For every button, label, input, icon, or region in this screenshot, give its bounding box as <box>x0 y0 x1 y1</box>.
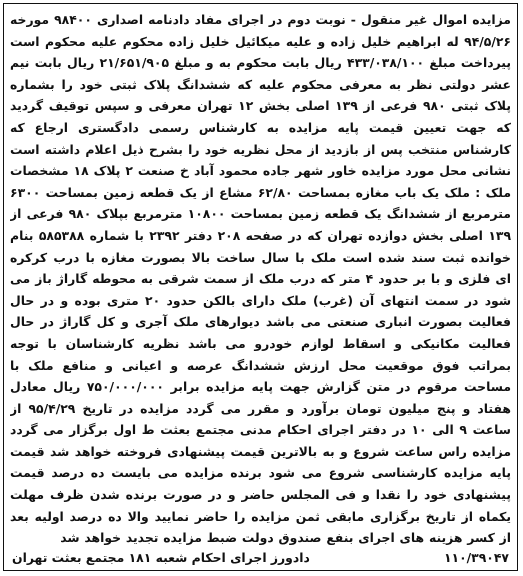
notice-frame <box>3 3 518 571</box>
notice-footer <box>12 548 509 567</box>
issuer-signature: دادورز اجرای احکام شعبه ۱۸۱ مجتمع بعثت تهران <box>12 550 310 565</box>
notice-body-text: مزایده اموال غیر منقول - نوبت دوم در اجرای مفاد دادنامه اصداری ۹۸۴۰۰ مورخه ۹۴/۵/۲۶ له ابراهیم خلیل زاده و علیه میکائیل خلیل زاده محکوم علیه محکوم است پیرداخت مبلغ ۴۳۳/۰۳۸/۱۰۰ ریال بابت محکوم به و مبلغ ۲۱/۶۵۱/۹۰۵ ریال بابت نیم عشر دولتی نظر به معرفی محکوم علیه که ششدانگ پلاک ثبتی خود را بشماره پلاک ثبتی ۹۸۰ فرعی از ۱۳۹ اصلی بخش ۱۲ تهران معرفی و سپس توقیف گردید که جهت تعیین قیمت پایه مزایده به کارشناس رسمی دادگستری ارجاع که کارشناس منتخب پس از بازدید از محل نظریه خود را بشرح ذیل اعلام داشته است نشانی محل مورد مزایده خاور شهر جاده محمود آباد خ صنعت ۲ پلاک ۱۸ مشخصات ملک : ملک یک باب مغازه بمساحت ۶۲/۸۰ مشاع از یک قطعه زمین بمساحت ۶۳۰۰ مترمربع از ششدانگ یک قطعه زمین بمساحت ۱۰۸۰۰ مترمربع بپلاک ۹۸۰ فرعی از ۱۳۹ اصلی بخش دوازده تهران که در صفحه ۲۰۸ دفتر ۲۳۹۲ با شماره ۵۸۵۳۸۸ بنام خوانده ثبت سند شده است ملک با سال ساخت بالا بصورت مغازه با درب کرکره ای فلزی و با بر حدود ۴ متر که درب ملک از سمت شرقی به محوطه گاراژ باز می شود در سمت انتهای آن (غرب) ملک دارای بالکن حدود ۲۰ متری بوده و در حال فعالیت بصورت انباری صنعتی می باشد دیوارهای ملک آجری و کل گاراژ در حال فعالیت مکانیکی و اسقاط لوازم خودرو می باشد نظریه کارشناسان با توجه بمراتب فوق موقعیت محل ارزش ششدانگ عرصه و اعیانی و منافع ملک با مساحت مرقوم در متن گزارش جهت پایه مزایده برابر ۷۵۰/۰۰۰/۰۰۰ ریال معادل هفتاد و پنج میلیون تومان برآورد و مقرر می گردد مزایده در تاریخ ۹۵/۴/۲۹ از ساعت ۹ الی ۱۰ در دفتر اجرای احکام مدنی مجتمع بعثت ط اول برگزار می گردد مزایده راس ساعت شروع و به بالاترین قیمت پیشنهادی فروخته خواهد شد قیمت پایه مزایده کارشناسی شروع می شود برنده مزایده می بایست ده درصد قیمت پیشنهادی خود را نقدا و فی المجلس حاضر و در صورت برنده شدن ظرف مهلت یکماه از تاریخ برگزاری مابقی ثمن مزایده را حاضر نمایید والا ده درصد اولیه بعد از کسر هزینه های اجرای بنفع صندوق دولت ضبط مزایده تجدید خواهد شد <box>10 12 511 546</box>
reference-number: ۱۱۰/۳۹۰۴۷ <box>443 550 509 565</box>
